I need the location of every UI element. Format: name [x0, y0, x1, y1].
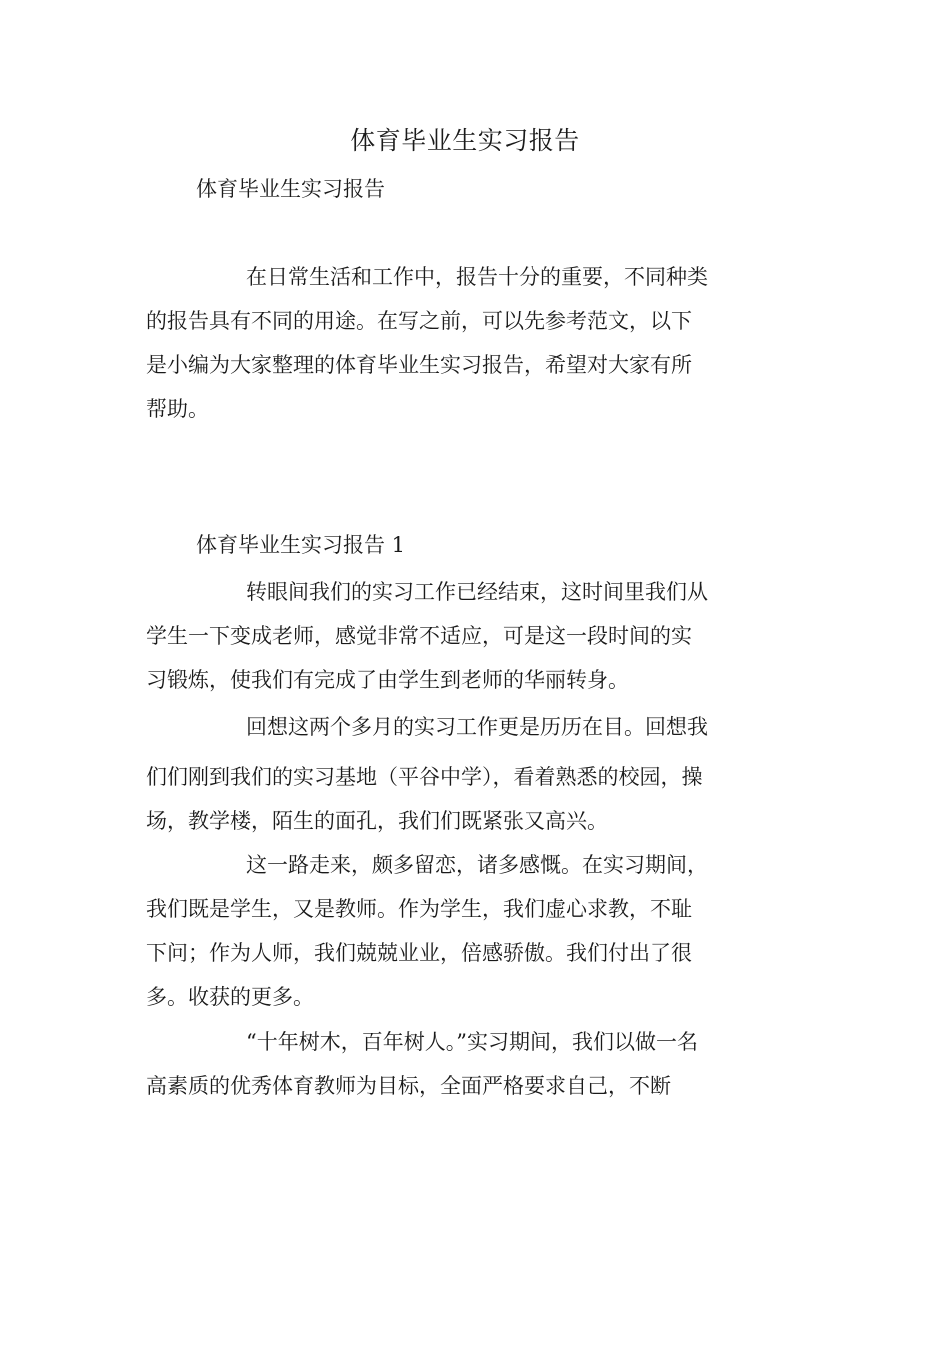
body-paragraph [146, 705, 776, 843]
paragraph-line: 是小编为大家整理的体育毕业生实习报告，希望对大家有所 [146, 353, 692, 377]
document-title: 体育毕业生实习报告 [350, 126, 580, 155]
body-paragraph [146, 570, 776, 702]
body-paragraph [146, 1020, 776, 1108]
paragraph-line: 我们既是学生，又是教师。作为学生，我们虚心求教，不耻 [146, 897, 692, 921]
paragraph-line: 高素质的优秀体育教师为目标，全面严格要求自己，不断 [146, 1074, 671, 1098]
paragraph-line: 的报告具有不同的用途。在写之前，可以先参考范文，以下 [146, 309, 692, 333]
paragraph-line: 帮助。 [146, 397, 209, 421]
paragraph-line: 场，教学楼，陌生的面孔，我们们既紧张又高兴。 [146, 809, 608, 833]
paragraph-line: 转眼间我们的实习工作已经结束，这时间里我们从 [246, 580, 708, 604]
paragraph-line: 这一路走来，颇多留恋，诸多感慨。在实习期间， [246, 853, 708, 877]
paragraph-line: 下问；作为人师，我们兢兢业业，倍感骄傲。我们付出了很 [146, 941, 692, 965]
paragraph-line: “十年树木，百年树人。”实习期间，我们以做一名 [246, 1030, 698, 1054]
intro-paragraph [146, 255, 776, 431]
paragraph-line: 多。收获的更多。 [146, 985, 314, 1009]
paragraph-line: 们们刚到我们的实习基地（平谷中学），看着熟悉的校园，操 [146, 765, 703, 789]
paragraph-line: 在日常生活和工作中，报告十分的重要，不同种类 [246, 265, 708, 289]
body-paragraph [146, 843, 776, 1019]
paragraph-line: 习锻炼，使我们有完成了由学生到老师的华丽转身。 [146, 668, 629, 692]
section-heading: 体育毕业生实习报告 1 [196, 533, 406, 557]
paragraph-line: 回想这两个多月的实习工作更是历历在目。回想我 [246, 715, 708, 739]
document-subtitle: 体育毕业生实习报告 [196, 177, 385, 201]
paragraph-line: 学生一下变成老师，感觉非常不适应，可是这一段时间的实 [146, 624, 692, 648]
